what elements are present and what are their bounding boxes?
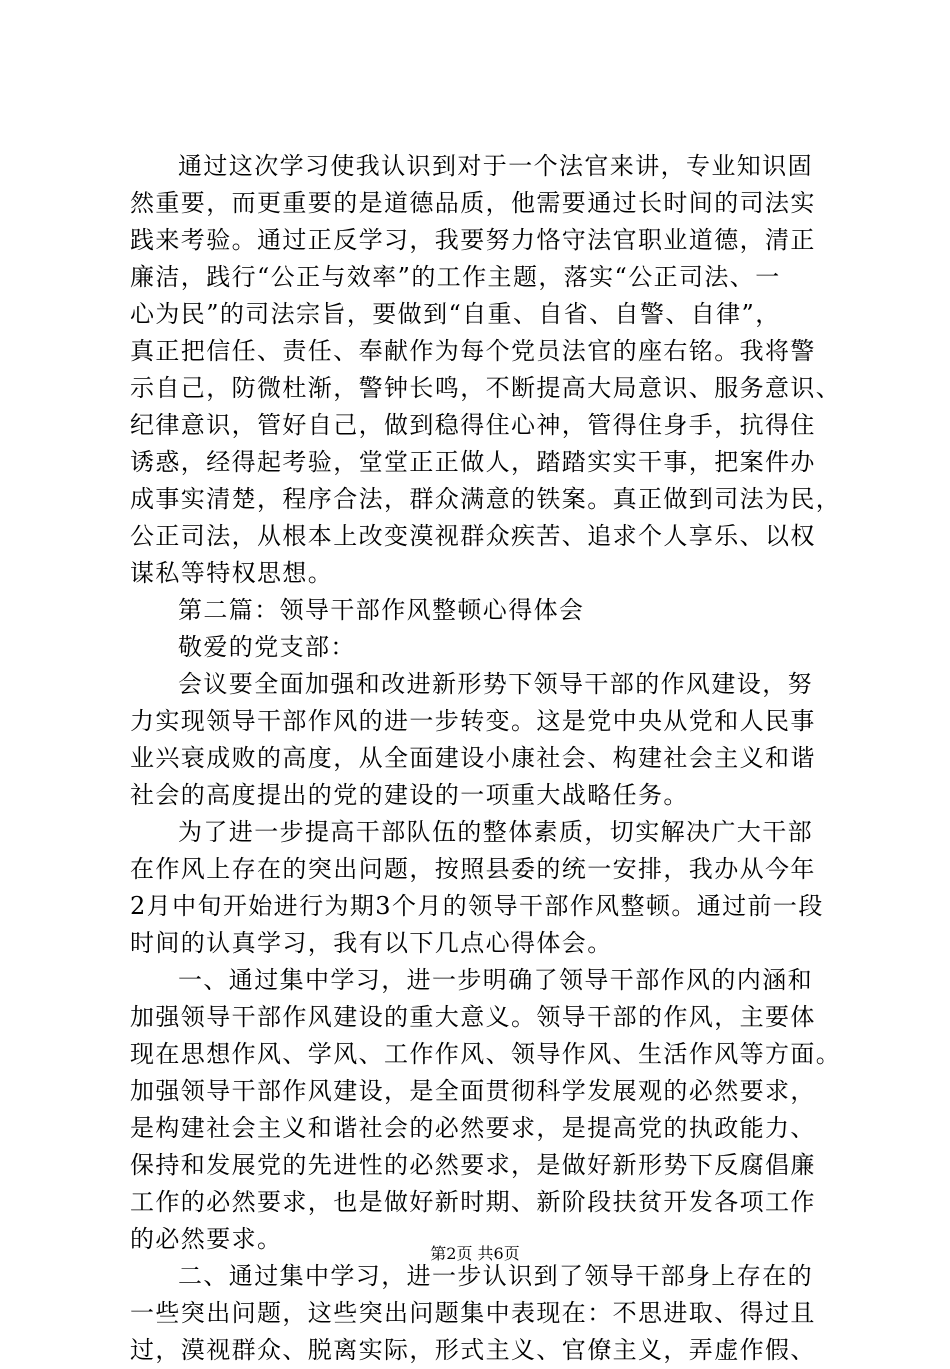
page-number-footer: 第2页 共6页 (430, 1244, 520, 1263)
paragraph-line: 真正把信任、责任、奉献作为每个党员法官的座右铭。我将警 (130, 337, 816, 365)
paragraph-line: 工作的必然要求，也是做好新时期、新阶段扶贫开发各项工作 (130, 1188, 816, 1216)
paragraph-line: 过，漠视群众、脱离实际，形式主义、官僚主义，弄虚作假、 (130, 1336, 816, 1364)
paragraph-line: 在作风上存在的突出问题，按照县委的统一安排，我办从今年 (130, 855, 816, 883)
paragraph-line: 为了进一步提高干部队伍的整体素质，切实解决广大干部 (178, 818, 813, 846)
paragraph-line: 的必然要求。 (130, 1225, 283, 1253)
paragraph-line: 加强领导干部作风建设，是全面贯彻科学发展观的必然要求， (130, 1077, 816, 1105)
paragraph-line: 2月中旬开始进行为期3个月的领导干部作风整顿。通过前一段 (130, 892, 824, 920)
paragraph-line: 然重要，而更重要的是道德品质，他需要通过长时间的司法实 (130, 189, 816, 217)
paragraph-line: 通过这次学习使我认识到对于一个法官来讲，专业知识固 (178, 152, 813, 180)
paragraph-line: 纪律意识，管好自己，做到稳得住心神，管得住身手，抗得住 (130, 411, 816, 439)
paragraph-line: 力实现领导干部作风的进一步转变。这是党中央从党和人民事 (130, 707, 816, 735)
paragraph-line: 是构建社会主义和谐社会的必然要求，是提高党的执政能力、 (130, 1114, 816, 1142)
paragraph-line: 践来考验。通过正反学习，我要努力恪守法官职业道德，清正 (130, 226, 816, 254)
paragraph-line: 公正司法，从根本上改变漠视群众疾苦、追求个人享乐、以权 (130, 522, 816, 550)
paragraph-line: 成事实清楚，程序合法，群众满意的铁案。真正做到司法为民， (130, 485, 842, 513)
paragraph-line: 诱惑，经得起考验，堂堂正正做人，踏踏实实干事，把案件办 (130, 448, 816, 476)
paragraph-line: 业兴衰成败的高度，从全面建设小康社会、构建社会主义和谐 (130, 744, 816, 772)
paragraph-line: 廉洁，践行“公正与效率”的工作主题，落实“公正司法、一 (130, 263, 781, 291)
paragraph-line: 示自己，防微杜渐，警钟长鸣，不断提高大局意识、服务意识、 (130, 374, 842, 402)
paragraph-line: 时间的认真学习，我有以下几点心得体会。 (130, 929, 613, 957)
paragraph-line: 社会的高度提出的党的建设的一项重大战略任务。 (130, 781, 689, 809)
paragraph-line: 会议要全面加强和改进新形势下领导干部的作风建设，努 (178, 670, 813, 698)
document-body (130, 148, 842, 1369)
paragraph-line: 现在思想作风、学风、工作作风、领导作风、生活作风等方面。 (130, 1040, 842, 1068)
paragraph-line: 加强领导干部作风建设的重大意义。领导干部的作风，主要体 (130, 1003, 816, 1031)
paragraph-line: 保持和发展党的先进性的必然要求，是做好新形势下反腐倡廉 (130, 1151, 816, 1179)
paragraph-line: 二、通过集中学习，进一步认识到了领导干部身上存在的 (178, 1262, 813, 1290)
paragraph-line: 一、通过集中学习，进一步明确了领导干部作风的内涵和 (178, 966, 813, 994)
paragraph-line: 心为民”的司法宗旨，要做到“自重、自省、自警、自律”， (130, 300, 781, 328)
paragraph-line: 谋私等特权思想。 (130, 559, 334, 587)
paragraph-line: 一些突出问题，这些突出问题集中表现在：不思进取、得过且 (130, 1299, 816, 1327)
section-heading: 第二篇：领导干部作风整顿心得体会 (178, 596, 585, 624)
salutation: 敬爱的党支部： (178, 633, 356, 661)
